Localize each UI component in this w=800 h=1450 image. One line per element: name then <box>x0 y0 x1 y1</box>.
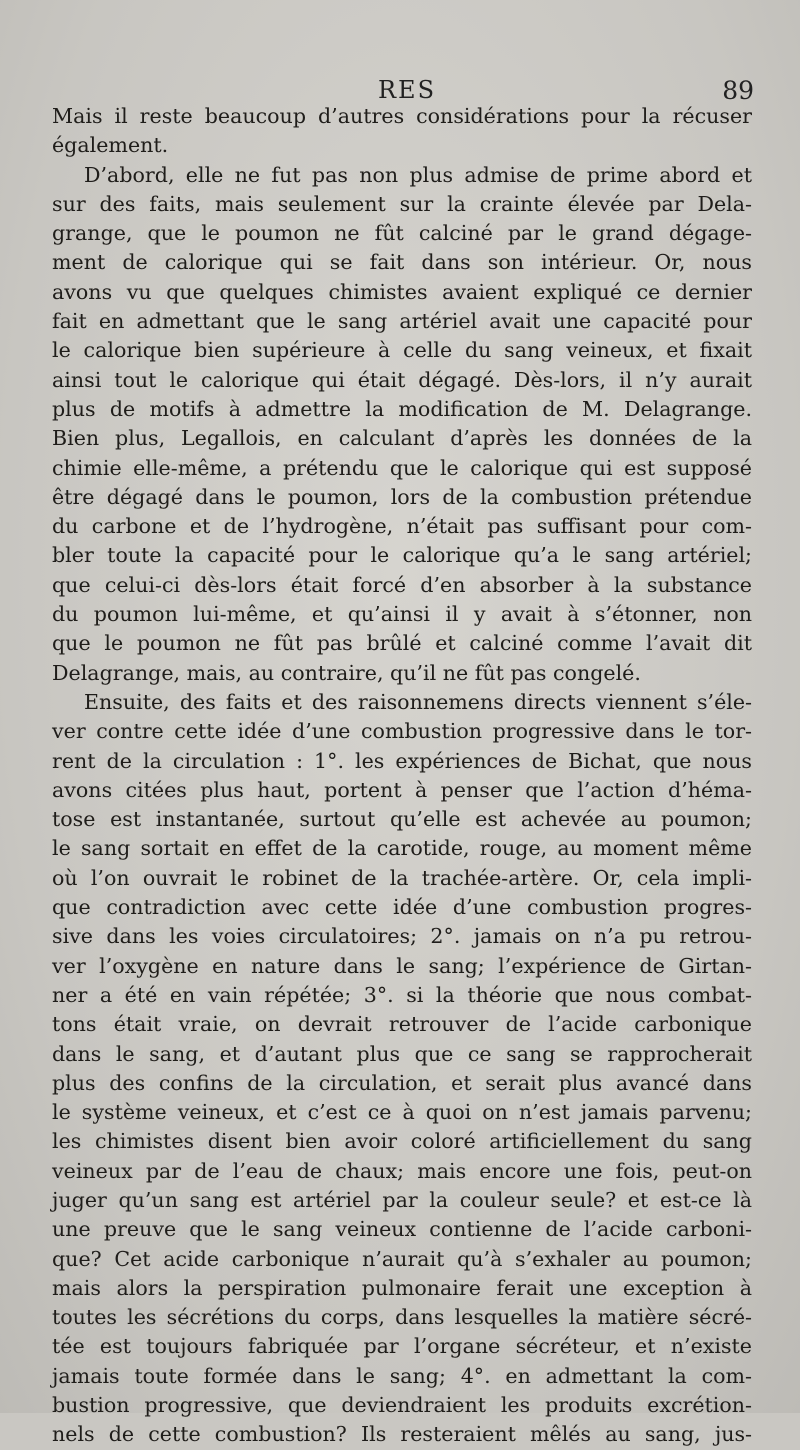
text-line: sur des faits, mais seulement sur la crainte élevée par Dela- <box>52 191 752 216</box>
text-line: ver l’oxygène en nature dans le sang; l’expérience de Girtan- <box>52 953 752 978</box>
text-line: une preuve que le sang veineux contienne de l’acide carboni- <box>52 1217 752 1242</box>
text-line: chimie elle-même, a prétendu que le calorique qui est supposé <box>52 455 752 480</box>
text-line: Ensuite, des faits et des raisonnemens directs viennent s’éle- <box>84 689 752 714</box>
text-line: que contradiction avec cette idée d’une combustion progres- <box>52 895 752 920</box>
text-line: bler toute la capacité pour le calorique qu’a le sang artériel; <box>52 543 752 568</box>
text-line: ver contre cette idée d’une combustion progressive dans le tor- <box>52 719 752 744</box>
text-line: où l’on ouvrait le robinet de la trachée-artère. Or, cela impli- <box>52 865 752 890</box>
text-line: sive dans les voies circulatoires; 2°. jamais on n’a pu retrou- <box>52 924 752 949</box>
text-line: du poumon lui-même, et qu’ainsi il y avait à s’étonner, non <box>52 602 752 627</box>
text-line: rent de la circulation : 1°. les expériences de Bichat, que nous <box>52 748 752 773</box>
text-line: ainsi tout le calorique qui était dégagé. Dès-lors, il n’y aurait <box>52 367 752 392</box>
text-line: Mais il reste beaucoup d’autres considérations pour la récuser <box>52 104 752 128</box>
text-line: que celui-ci dès-lors était forcé d’en absorber à la substance <box>52 572 752 597</box>
text-line: le sang sortait en effet de la carotide, rouge, au moment même <box>52 836 752 861</box>
text-line: du carbone et de l’hydrogène, n’était pas suffisant pour com- <box>52 514 752 539</box>
text-line: plus des confins de la circulation, et serait plus avancé dans <box>52 1070 752 1095</box>
text-line: être dégagé dans le poumon, lors de la combustion prétendue <box>52 484 752 509</box>
text-line: tose est instantanée, surtout qu’elle est achevée au poumon; <box>52 807 752 832</box>
text-line: nels de cette combustion? Ils resteraient mêlés au sang, jus- <box>52 1422 752 1447</box>
body-text <box>52 102 752 1450</box>
text-line: Bien plus, Legallois, en calculant d’après les données de la <box>52 426 752 451</box>
text-line: Delagrange, mais, au contraire, qu’il ne fût pas congelé. <box>52 660 641 685</box>
text-line: plus de motifs à admettre la modification de M. Delagrange. <box>52 396 752 421</box>
text-line: dans le sang, et d’autant plus que ce sang se rapprocherait <box>52 1041 752 1066</box>
text-line: mais alors la perspiration pulmonaire ferait une exception à <box>52 1275 752 1300</box>
text-line: avons vu que quelques chimistes avaient expliqué ce dernier <box>52 279 752 304</box>
text-line: jamais toute formée dans le sang; 4°. en admettant la com- <box>52 1363 752 1388</box>
text-line: ner a été en vain répétée; 3°. si la théorie que nous combat- <box>52 982 752 1007</box>
text-line: ment de calorique qui se fait dans son intérieur. Or, nous <box>52 250 752 275</box>
text-line: que? Cet acide carbonique n’aurait qu’à s’exhaler au poumon; <box>52 1246 752 1271</box>
text-line: tée est toujours fabriquée par l’organe sécréteur, et n’existe <box>52 1334 752 1359</box>
text-line: tons était vraie, on devrait retrouver de l’acide carbonique <box>52 1012 752 1037</box>
text-line: bustion progressive, que deviendraient les produits excrétion- <box>52 1393 752 1418</box>
text-line: fait en admettant que le sang artériel avait une capacité pour <box>52 309 752 334</box>
page-number: 89 <box>722 76 754 105</box>
text-line: avons citées plus haut, portent à penser que l’action d’héma- <box>52 777 752 802</box>
text-line: les chimistes disent bien avoir coloré artificiellement du sang <box>52 1129 752 1154</box>
text-line: D’abord, elle ne fut pas non plus admise de prime abord et <box>84 162 752 187</box>
text-line: le calorique bien supérieure à celle du sang veineux, et fixait <box>52 338 752 363</box>
text-line: grange, que le poumon ne fût calciné par le grand dégage- <box>52 221 752 246</box>
running-head: RES <box>377 76 437 104</box>
text-line: le système veineux, et c’est ce à quoi on n’est jamais parvenu; <box>52 1100 752 1125</box>
text-line: toutes les sécrétions du corps, dans lesquelles la matière sécré- <box>52 1305 752 1330</box>
text-line: également. <box>52 133 169 158</box>
text-line: veineux par de l’eau de chaux; mais encore une fois, peut-on <box>52 1158 752 1183</box>
text-line: que le poumon ne fût pas brûlé et calciné comme l’avait dit <box>52 631 752 656</box>
text-line: juger qu’un sang est artériel par la couleur seule? et est-ce là <box>52 1187 752 1212</box>
